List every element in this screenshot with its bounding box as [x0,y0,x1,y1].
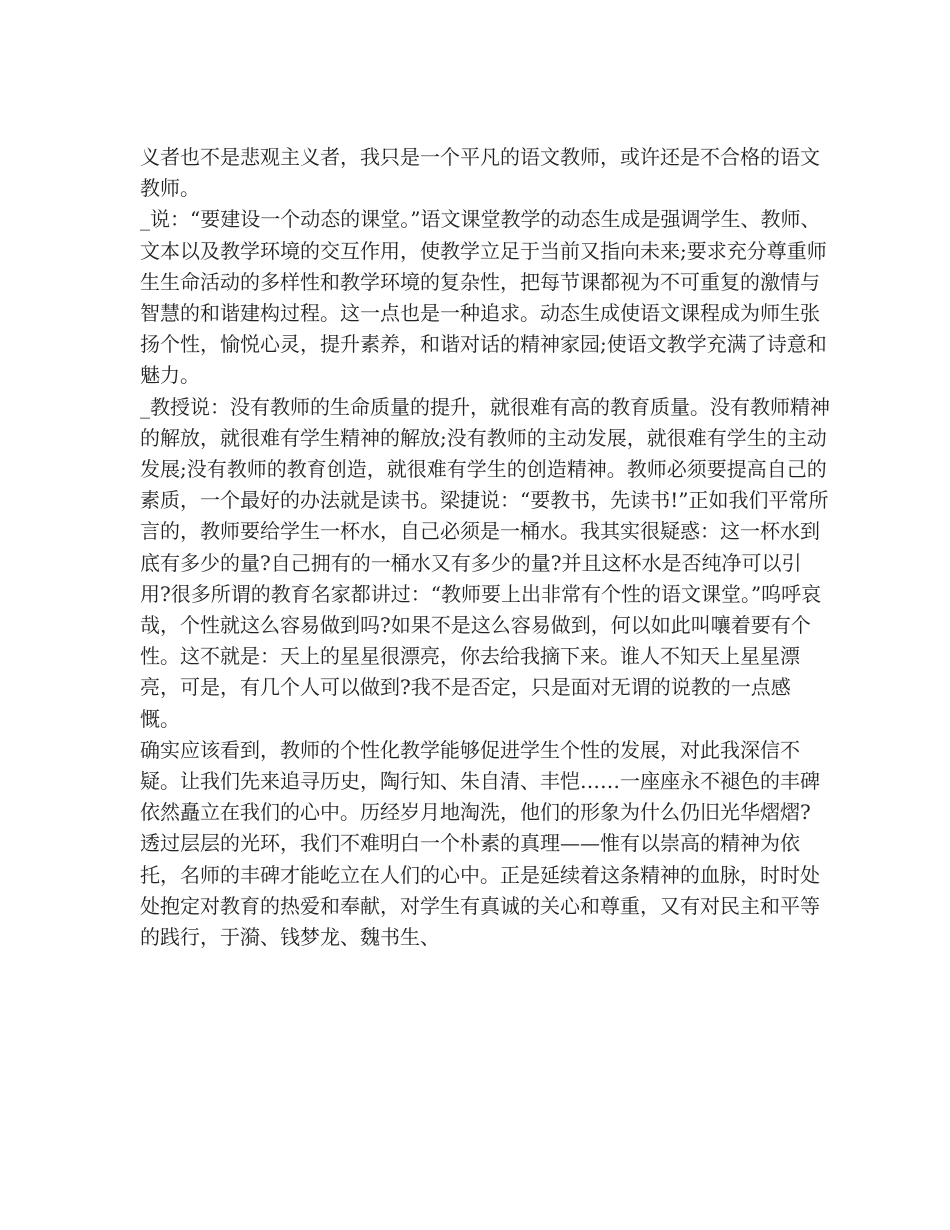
paragraph: _说：“要建设一个动态的课堂。”语文课堂教学的动态生成是强调学生、教师、文本以及教学环境的交互作用，使教学立足于当前又指向未来;要求充分尊重师生生命活动的多样性和教学环境的复杂性，把每节课都视为不可重复的激情与智慧的和谐建构过程。这一点也是一种追求。动态生成使语文课程成为师生张扬个性，愉悦心灵，提升素养，和谐对话的精神家园;使语文教学充满了诗意和魅力。 [140,207,827,388]
document-page [140,142,830,953]
paragraph: _教授说：没有教师的生命质量的提升，就很难有高的教育质量。没有教师精神的解放，就很难有学生精神的解放;没有教师的主动发展，就很难有学生的主动发展;没有教师的教育创造，就很难有学生的创造精神。教师必须要提高自己的素质，一个最好的办法就是读书。梁捷说：“要教书，先读书!”正如我们平常所言的，教师要给学生一杯水，自己必须是一桶水。我其实很疑惑：这一杯水到底有多少的量?自己拥有的一桶水又有多少的量?并且这杯水是否纯净可以引用?很多所谓的教育名家都讲过：“教师要上出非常有个性的语文课堂。”呜呼哀哉，个性就这么容易做到吗?如果不是这么容易做到，何以如此叫嚷着要有个性。这不就是：天上的星星很漂亮，你去给我摘下来。谁人不知天上星星漂亮，可是，有几个人可以做到?我不是否定，只是面对无谓的说教的一点感慨。 [140,394,830,731]
paragraph: 确实应该看到，教师的个性化教学能够促进学生个性的发展，对此我深信不疑。让我们先来追寻历史，陶行知、朱自清、丰恺……一座座永不褪色的丰碑依然矗立在我们的心中。历经岁月地淘洗，他们的形象为什么仍旧光华熠熠?透过层层的光环，我们不难明白一个朴素的真理——惟有以崇高的精神为依托，名师的丰碑才能屹立在人们的心中。正是延续着这条精神的血脉，时时处处抱定对教育的热爱和奉献，对学生有真诚的关心和尊重，又有对民主和平等的践行，于漪、钱梦龙、魏书生、 [140,737,820,950]
paragraph: 义者也不是悲观主义者，我只是一个平凡的语文教师，或许还是不合格的语文教师。 [140,145,820,201]
